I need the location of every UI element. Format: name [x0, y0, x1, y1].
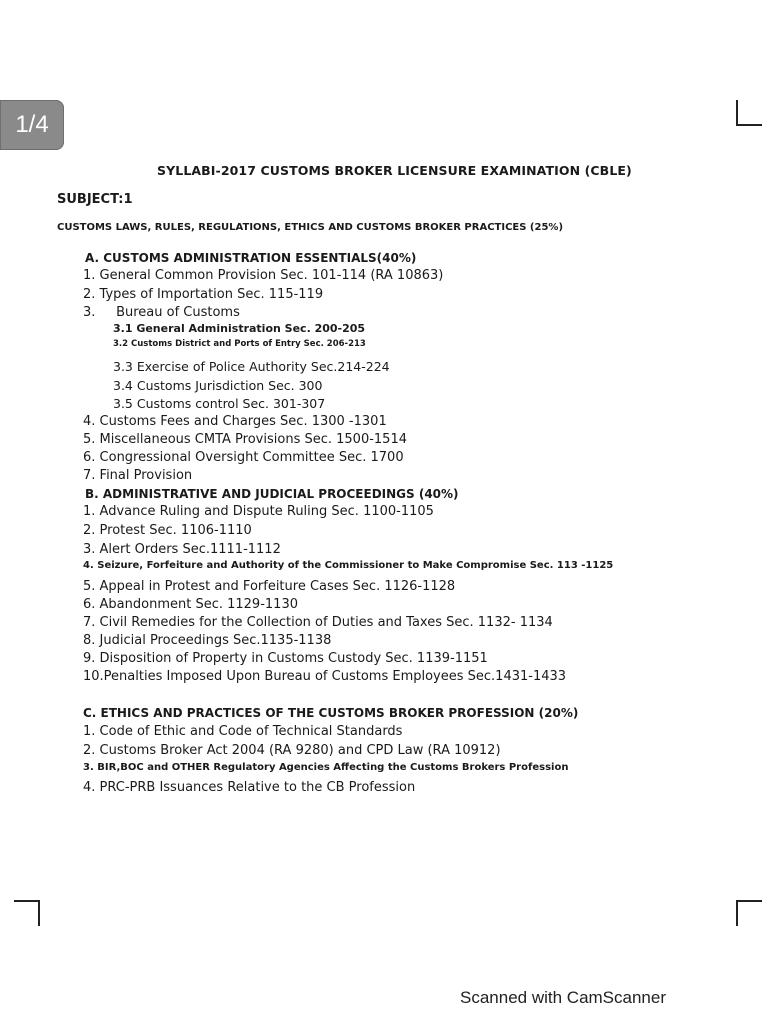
list-item: 7. Civil Remedies for the Collection of Duties and Taxes Sec. 1132- 1134: [83, 615, 553, 630]
list-item: 3.5 Customs control Sec. 301-307: [113, 396, 326, 411]
section-b-heading: B. ADMINISTRATIVE AND JUDICIAL PROCEEDINGS (40%): [85, 487, 459, 501]
list-item: 6. Congressional Oversight Committee Sec. 1700: [83, 450, 404, 465]
crop-corner-bottom-left: [14, 900, 40, 926]
list-item: 3.3 Exercise of Police Authority Sec.214-224: [113, 359, 390, 374]
list-item: 2. Customs Broker Act 2004 (RA 9280) and CPD Law (RA 10912): [83, 743, 501, 758]
list-item: 5. Appeal in Protest and Forfeiture Cases Sec. 1126-1128: [83, 579, 456, 594]
list-item: 8. Judicial Proceedings Sec.1135-1138: [83, 633, 332, 648]
list-item: 9. Disposition of Property in Customs Custody Sec. 1139-1151: [83, 651, 488, 666]
crop-corner-bottom-right: [736, 900, 762, 926]
subject-title: CUSTOMS LAWS, RULES, REGULATIONS, ETHICS AND CUSTOMS BROKER PRACTICES (25%): [57, 222, 564, 233]
list-item: 6. Abandonment Sec. 1129-1130: [83, 597, 298, 612]
list-item: 7. Final Provision: [83, 468, 193, 483]
list-item: 3.4 Customs Jurisdiction Sec. 300: [113, 378, 323, 393]
list-item: 5. Miscellaneous CMTA Provisions Sec. 1500-1514: [83, 432, 407, 447]
list-item: 3.2 Customs District and Ports of Entry Sec. 206-213: [113, 339, 366, 349]
crop-corner-top-right: [736, 100, 762, 126]
list-item: 2. Types of Importation Sec. 115-119: [83, 287, 324, 302]
list-item: 1. Code of Ethic and Code of Technical Standards: [83, 724, 403, 739]
list-item: 3. Alert Orders Sec.1111-1112: [83, 542, 281, 557]
section-c-heading: C. ETHICS AND PRACTICES OF THE CUSTOMS BROKER PROFESSION (20%): [83, 706, 579, 720]
list-item: 4. PRC-PRB Issuances Relative to the CB Profession: [83, 780, 416, 795]
list-item: 10.Penalties Imposed Upon Bureau of Customs Employees Sec.1431-1433: [83, 669, 567, 684]
list-item: 4. Seizure, Forfeiture and Authority of the Commissioner to Make Compromise Sec. 113 -1125: [83, 560, 614, 571]
section-a-heading: A. CUSTOMS ADMINISTRATION ESSENTIALS(40%): [85, 251, 417, 265]
list-item: 3. BIR,BOC and OTHER Regulatory Agencies Affecting the Customs Brokers Profession: [83, 762, 569, 773]
list-item: 3.1 General Administration Sec. 200-205: [113, 322, 366, 335]
page-counter-badge: 1/4: [0, 100, 64, 150]
list-item: 2. Protest Sec. 1106-1110: [83, 523, 252, 538]
subject-number: SUBJECT:1: [57, 192, 133, 207]
list-item: 3. Bureau of Customs: [83, 305, 240, 320]
list-item: 4. Customs Fees and Charges Sec. 1300 -1301: [83, 414, 387, 429]
list-item: 1. Advance Ruling and Dispute Ruling Sec. 1100-1105: [83, 504, 434, 519]
list-item: 1. General Common Provision Sec. 101-114 (RA 10863): [83, 268, 444, 283]
scanner-watermark: Scanned with CamScanner: [460, 988, 667, 1007]
document-title: SYLLABI-2017 CUSTOMS BROKER LICENSURE EXAMINATION (CBLE): [157, 163, 632, 178]
